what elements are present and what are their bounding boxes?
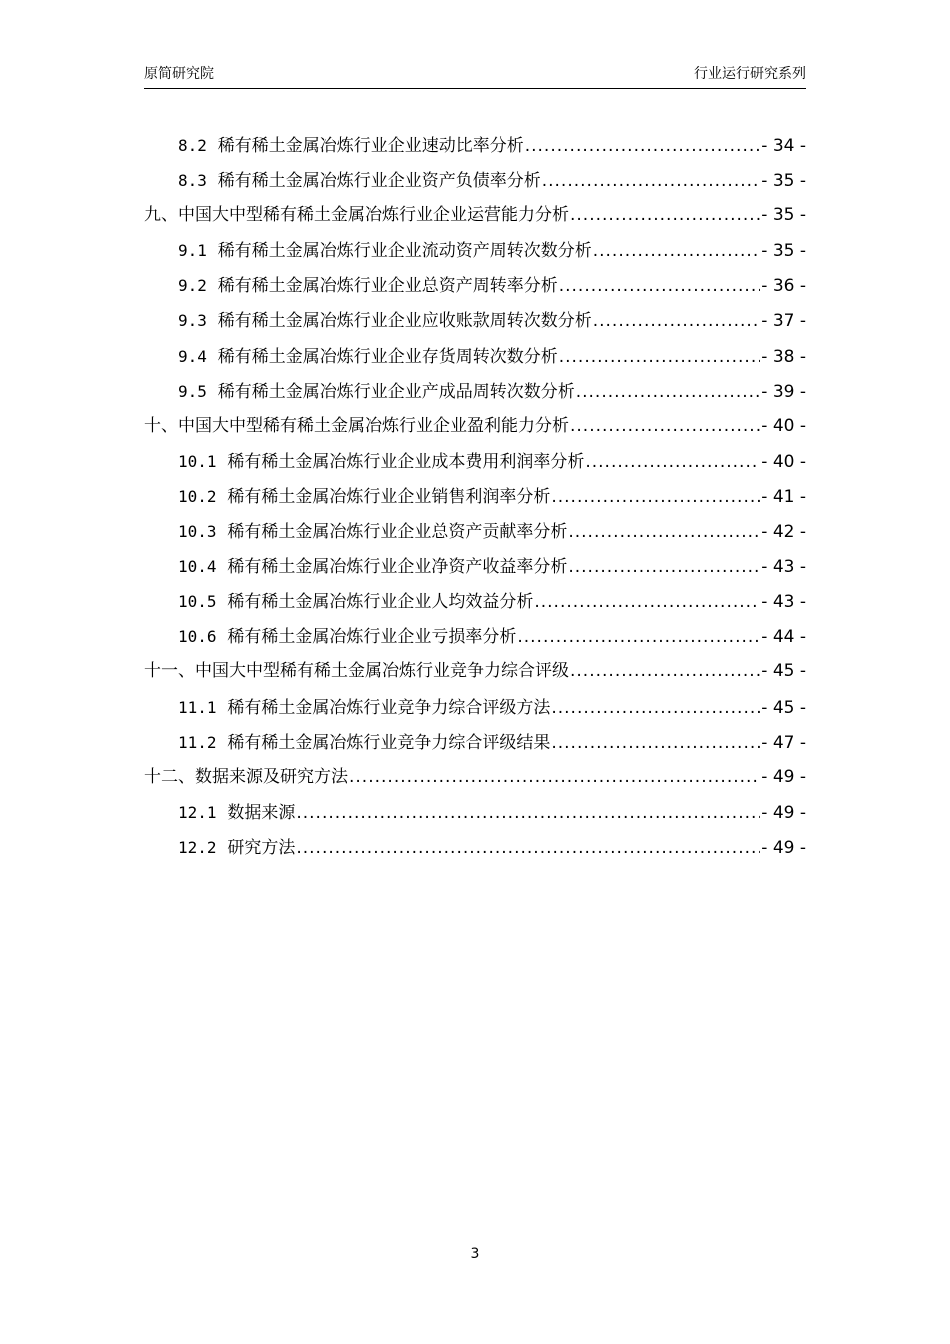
toc-entry-text: 稀有稀土金属冶炼行业企业总资产贡献率分析 [227, 522, 568, 543]
toc-entry-page: - 45 - [761, 661, 806, 682]
toc-dot-leader [559, 269, 761, 303]
toc-entry-text: 稀有稀土金属冶炼行业企业产成品周转次数分析 [217, 381, 575, 402]
toc-entry-text: 稀有稀土金属冶炼行业竞争力综合评级结果 [227, 732, 551, 753]
toc-entry-title [178, 163, 541, 198]
toc-entry-title [178, 233, 592, 268]
table-of-contents [144, 128, 806, 865]
toc-entry-text: 稀有稀土金属冶炼行业企业人均效益分析 [227, 592, 534, 613]
toc-entry[interactable] [144, 409, 806, 444]
toc-entry-number: 8.2 [178, 136, 207, 155]
toc-entry-page: - 36 - [761, 276, 806, 297]
toc-entry-number: 10.1 [178, 451, 217, 471]
toc-entry-text: 研究方法 [227, 837, 296, 858]
toc-entry-number: 9.5 [178, 381, 207, 401]
toc-entry-page: - 39 - [761, 381, 806, 402]
toc-entry[interactable] [144, 374, 806, 409]
toc-entry[interactable] [144, 549, 806, 584]
toc-entry[interactable] [144, 830, 806, 865]
toc-entry-text: 十、中国大中型稀有稀土金属冶炼行业企业盈利能力分析 [144, 415, 569, 436]
toc-entry-text: 稀有稀土金属冶炼行业企业应收账款周转次数分析 [217, 311, 592, 332]
toc-entry-number: 9.1 [178, 241, 207, 261]
toc-entry-page: - 49 - [761, 802, 806, 823]
toc-entry[interactable] [144, 339, 806, 374]
toc-entry[interactable] [144, 760, 806, 795]
toc-entry-title [144, 760, 348, 795]
toc-dot-leader [296, 796, 760, 830]
toc-entry-title [178, 584, 533, 619]
toc-entry-page: - 40 - [761, 415, 806, 436]
toc-entry[interactable] [144, 584, 806, 619]
toc-entry-number: 12.2 [178, 837, 217, 857]
toc-entry-title [178, 795, 295, 830]
toc-entry-page: - 45 - [761, 697, 806, 718]
toc-dot-leader [534, 585, 760, 619]
toc-entry-text: 稀有稀土金属冶炼行业企业存货周转次数分析 [217, 346, 558, 367]
page-number: 3 [470, 1246, 480, 1262]
toc-entry-number: 10.2 [178, 486, 217, 506]
header-organization: 原简研究院 [144, 66, 214, 82]
toc-entry-text: 稀有稀土金属冶炼行业企业销售利润率分析 [227, 486, 551, 507]
page-header [144, 60, 806, 89]
toc-entry-text: 九、中国大中型稀有稀土金属冶炼行业企业运营能力分析 [144, 205, 569, 226]
toc-entry-text: 稀有稀土金属冶炼行业企业资产负债率分析 [217, 171, 541, 192]
toc-entry-title [178, 444, 584, 479]
toc-entry-title [178, 690, 550, 725]
toc-entry-number: 11.1 [178, 697, 217, 717]
toc-entry[interactable] [144, 303, 806, 338]
toc-entry-page: - 42 - [761, 522, 806, 543]
toc-entry-page: - 47 - [761, 732, 806, 753]
toc-entry[interactable] [144, 725, 806, 760]
toc-dot-leader [568, 550, 760, 584]
toc-entry-text: 稀有稀土金属冶炼行业企业亏损率分析 [227, 627, 517, 648]
toc-entry-title [178, 374, 575, 409]
toc-entry-page: - 49 - [761, 766, 806, 787]
toc-entry[interactable] [144, 198, 806, 233]
toc-entry[interactable] [144, 690, 806, 725]
toc-entry[interactable] [144, 233, 806, 268]
toc-entry-text: 稀有稀土金属冶炼行业竞争力综合评级方法 [227, 697, 551, 718]
toc-dot-leader [551, 691, 760, 725]
toc-entry-title [178, 303, 592, 338]
header-series-title: 行业运行研究系列 [694, 66, 806, 82]
toc-entry-title [178, 128, 524, 163]
toc-entry-number: 10.3 [178, 522, 217, 542]
toc-entry-page: - 38 - [761, 346, 806, 367]
toc-entry-page: - 43 - [761, 592, 806, 613]
toc-dot-leader [576, 375, 761, 409]
toc-entry-title [144, 198, 569, 233]
toc-entry-number: 9.3 [178, 311, 207, 331]
toc-dot-leader [570, 198, 760, 233]
toc-dot-leader [593, 234, 761, 268]
toc-entry[interactable] [144, 514, 806, 549]
toc-entry-page: - 35 - [761, 241, 806, 262]
toc-entry-title [178, 619, 516, 654]
toc-entry-text: 稀有稀土金属冶炼行业企业速动比率分析 [217, 136, 524, 156]
toc-dot-leader [296, 831, 760, 865]
toc-entry-text: 稀有稀土金属冶炼行业企业净资产收益率分析 [227, 557, 568, 578]
toc-entry-text: 数据来源 [227, 802, 296, 823]
toc-entry-number: 9.2 [178, 276, 207, 296]
toc-entry-page: - 41 - [761, 486, 806, 507]
toc-entry-title [178, 268, 558, 303]
toc-entry-number: 9.4 [178, 346, 207, 366]
toc-entry-title [178, 339, 558, 374]
toc-entry-title [178, 549, 567, 584]
toc-dot-leader [525, 129, 761, 163]
toc-entry[interactable] [144, 163, 806, 198]
toc-entry-text: 稀有稀土金属冶炼行业企业流动资产周转次数分析 [217, 241, 592, 262]
toc-dot-leader [570, 409, 760, 444]
toc-entry-title [178, 725, 550, 760]
toc-entry-title [144, 409, 569, 444]
toc-dot-leader [568, 515, 760, 549]
toc-dot-leader [593, 304, 761, 338]
toc-entry-page: - 40 - [761, 451, 806, 472]
toc-entry[interactable] [144, 795, 806, 830]
toc-dot-leader [542, 164, 761, 198]
toc-entry-text: 稀有稀土金属冶炼行业企业成本费用利润率分析 [227, 451, 585, 472]
toc-entry[interactable] [144, 654, 806, 689]
toc-dot-leader [551, 480, 760, 514]
toc-dot-leader [517, 620, 760, 654]
toc-entry-page: - 37 - [761, 311, 806, 332]
toc-entry-text: 十二、数据来源及研究方法 [144, 766, 348, 787]
toc-dot-leader [570, 654, 760, 689]
toc-entry[interactable] [144, 619, 806, 654]
toc-entry-page: - 49 - [761, 837, 806, 858]
toc-dot-leader [559, 340, 761, 374]
toc-entry-title [178, 479, 550, 514]
toc-entry[interactable] [144, 479, 806, 514]
toc-entry-page: - 44 - [761, 627, 806, 648]
toc-entry-text: 稀有稀土金属冶炼行业企业总资产周转率分析 [217, 276, 558, 297]
toc-entry-title [144, 654, 569, 689]
toc-entry-number: 11.2 [178, 732, 217, 752]
toc-entry-page: - 34 - [761, 136, 806, 156]
toc-dot-leader [349, 760, 760, 795]
toc-entry-page: - 35 - [761, 205, 806, 226]
toc-entry-title [178, 514, 567, 549]
toc-dot-leader [551, 726, 760, 760]
toc-entry-number: 8.3 [178, 171, 207, 191]
toc-entry[interactable] [144, 268, 806, 303]
toc-entry-text: 十一、中国大中型稀有稀土金属冶炼行业竞争力综合评级 [144, 661, 569, 682]
toc-entry[interactable] [144, 128, 806, 163]
toc-entry-number: 12.1 [178, 802, 217, 822]
toc-entry-number: 10.6 [178, 627, 217, 647]
toc-dot-leader [585, 445, 760, 479]
toc-entry-number: 10.4 [178, 557, 217, 577]
toc-entry-page: - 43 - [761, 557, 806, 578]
toc-entry[interactable] [144, 444, 806, 479]
toc-entry-number: 10.5 [178, 592, 217, 612]
toc-entry-page: - 35 - [761, 171, 806, 192]
toc-entry-title [178, 830, 295, 865]
